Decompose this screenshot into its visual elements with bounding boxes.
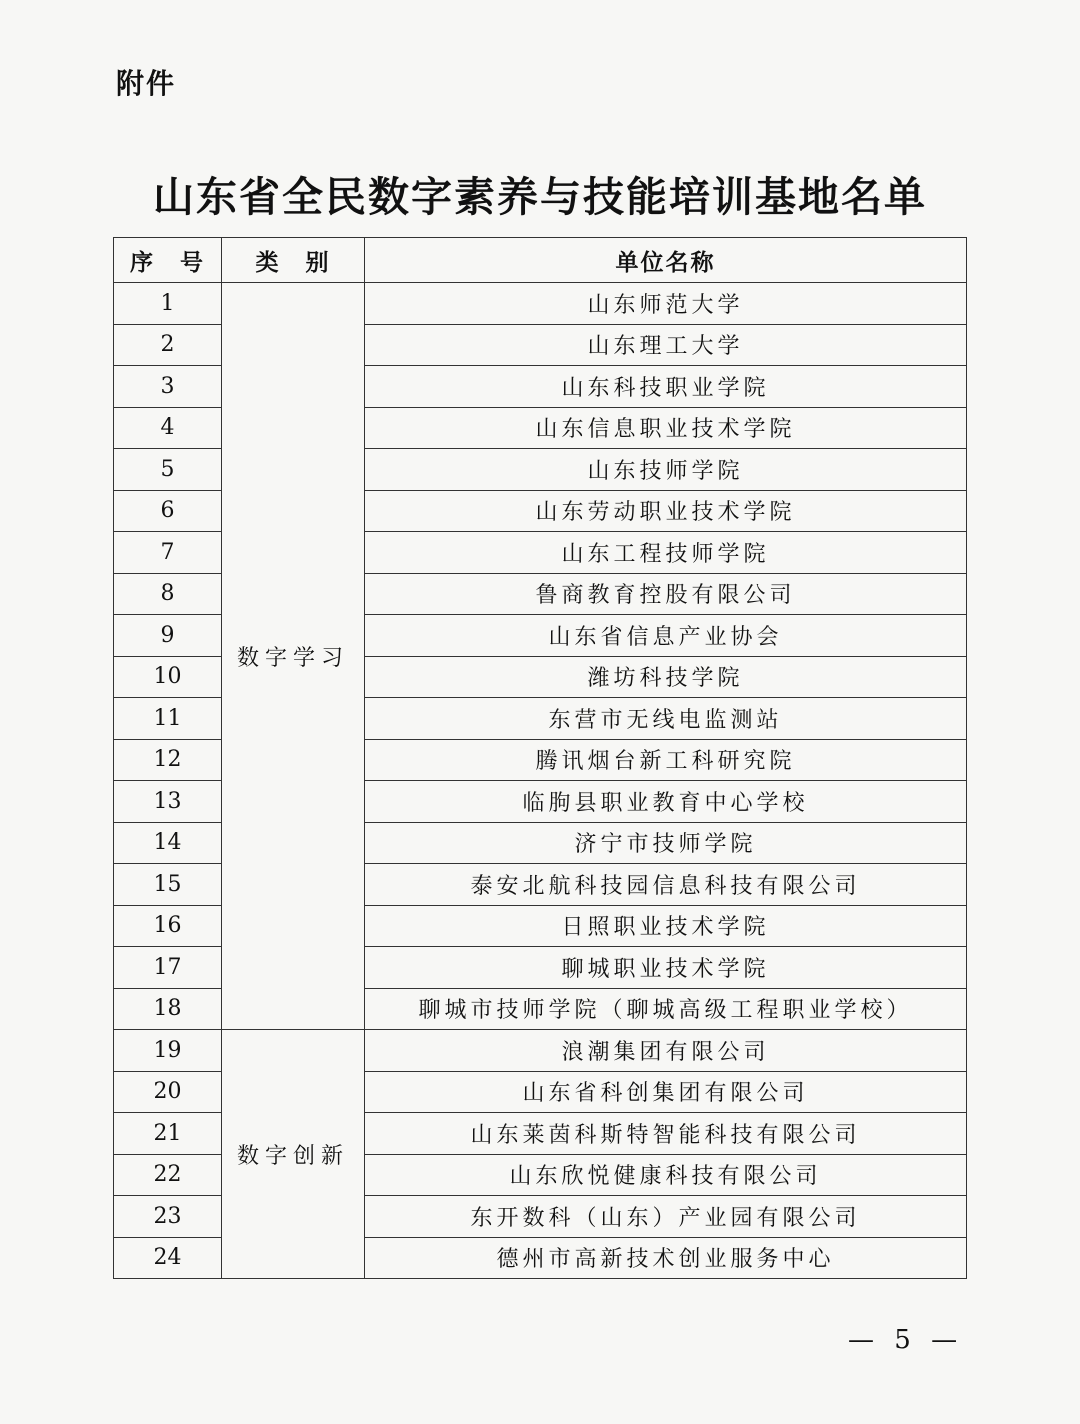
unit-name-cell: 山东信息职业技术学院 <box>365 407 967 449</box>
header-serial-number: 序 号 <box>114 238 222 283</box>
unit-name-cell: 山东工程技师学院 <box>365 532 967 574</box>
unit-name-cell: 山东科技职业学院 <box>365 366 967 408</box>
unit-name-cell: 日照职业技术学院 <box>365 905 967 947</box>
serial-number-cell: 8 <box>114 573 222 615</box>
serial-number-cell: 13 <box>114 781 222 823</box>
serial-number-cell: 16 <box>114 905 222 947</box>
serial-number-cell: 24 <box>114 1237 222 1279</box>
table-row <box>114 1030 967 1072</box>
serial-number-cell: 5 <box>114 449 222 491</box>
header-unit-name: 单位名称 <box>365 238 967 283</box>
unit-name-cell: 潍坊科技学院 <box>365 656 967 698</box>
page-number: — 5 — <box>848 1325 964 1355</box>
unit-name-cell: 浪潮集团有限公司 <box>365 1030 967 1072</box>
category-cell: 数字学习 <box>222 283 365 1030</box>
unit-name-cell: 东营市无线电监测站 <box>365 698 967 740</box>
serial-number-cell: 7 <box>114 532 222 574</box>
unit-name-cell: 腾讯烟台新工科研究院 <box>365 739 967 781</box>
serial-number-cell: 14 <box>114 822 222 864</box>
serial-number-cell: 21 <box>114 1113 222 1155</box>
serial-number-cell: 19 <box>114 1030 222 1072</box>
unit-name-cell: 东开数科（山东）产业园有限公司 <box>365 1196 967 1238</box>
unit-name-cell: 山东欣悦健康科技有限公司 <box>365 1154 967 1196</box>
unit-name-cell: 山东莱茵科斯特智能科技有限公司 <box>365 1113 967 1155</box>
serial-number-cell: 10 <box>114 656 222 698</box>
table-body <box>114 283 967 1279</box>
category-cell: 数字创新 <box>222 1030 365 1279</box>
unit-name-cell: 临朐县职业教育中心学校 <box>365 781 967 823</box>
serial-number-cell: 23 <box>114 1196 222 1238</box>
training-base-table <box>113 237 967 1279</box>
table-header-row <box>114 238 967 283</box>
serial-number-cell: 18 <box>114 988 222 1030</box>
unit-name-cell: 山东技师学院 <box>365 449 967 491</box>
unit-name-cell: 山东省科创集团有限公司 <box>365 1071 967 1113</box>
unit-name-cell: 山东师范大学 <box>365 283 967 325</box>
serial-number-cell: 11 <box>114 698 222 740</box>
serial-number-cell: 3 <box>114 366 222 408</box>
unit-name-cell: 济宁市技师学院 <box>365 822 967 864</box>
unit-name-cell: 泰安北航科技园信息科技有限公司 <box>365 864 967 906</box>
serial-number-cell: 1 <box>114 283 222 325</box>
header-category: 类 别 <box>222 238 365 283</box>
serial-number-cell: 12 <box>114 739 222 781</box>
attachment-label: 附件 <box>116 67 177 100</box>
unit-name-cell: 鲁商教育控股有限公司 <box>365 573 967 615</box>
unit-name-cell: 山东省信息产业协会 <box>365 615 967 657</box>
serial-number-cell: 9 <box>114 615 222 657</box>
serial-number-cell: 6 <box>114 490 222 532</box>
unit-name-cell: 聊城市技师学院（聊城高级工程职业学校） <box>365 988 967 1030</box>
unit-name-cell: 山东理工大学 <box>365 324 967 366</box>
serial-number-cell: 22 <box>114 1154 222 1196</box>
serial-number-cell: 2 <box>114 324 222 366</box>
unit-name-cell: 聊城职业技术学院 <box>365 947 967 989</box>
unit-name-cell: 德州市高新技术创业服务中心 <box>365 1237 967 1279</box>
serial-number-cell: 15 <box>114 864 222 906</box>
unit-name-cell: 山东劳动职业技术学院 <box>365 490 967 532</box>
table-row <box>114 283 967 325</box>
serial-number-cell: 20 <box>114 1071 222 1113</box>
document-title: 山东省全民数字素养与技能培训基地名单 <box>153 173 927 221</box>
serial-number-cell: 4 <box>114 407 222 449</box>
serial-number-cell: 17 <box>114 947 222 989</box>
